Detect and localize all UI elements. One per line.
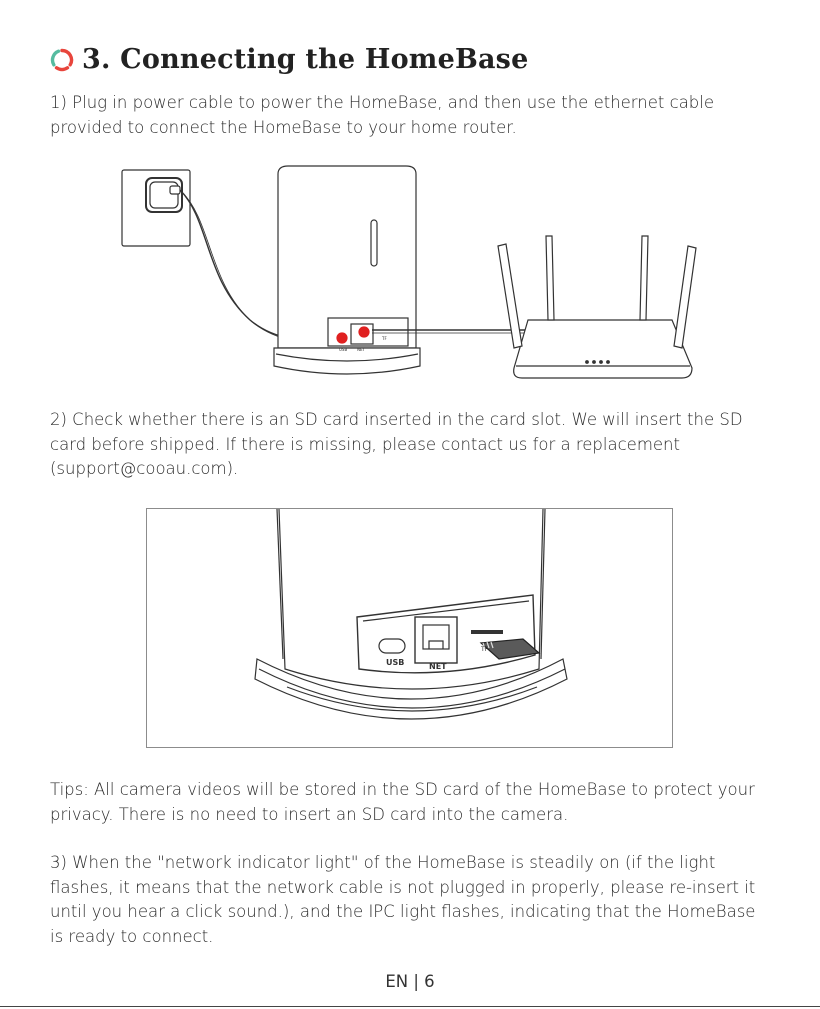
fig1-net-label: NET xyxy=(357,347,365,352)
router-device xyxy=(498,236,696,378)
step-2-text: 2) Check whether there is an SD card inserted in the card slot. We will insert the SD card before shipped. If there is missing, please contact us for a replacement (support@cooau.com). xyxy=(50,410,743,478)
wall-outlet xyxy=(122,170,190,246)
section-heading xyxy=(50,44,528,75)
fig2-net-label: NET xyxy=(429,662,447,671)
homebase-device xyxy=(274,166,420,374)
sd-card-figure xyxy=(146,508,673,748)
page-number: EN | 6 xyxy=(385,972,435,991)
footer-divider xyxy=(0,1006,820,1007)
section-title: 3. Connecting the HomeBase xyxy=(82,44,529,75)
step-1-text: 1) Plug in power cable to power the HomeBase, and then use the ethernet cable provided to connect the HomeBase to your home router. xyxy=(50,93,715,137)
ring-icon xyxy=(50,48,74,72)
fig2-usb-label: USB xyxy=(386,658,405,667)
tips-text: Tips: All camera videos will be stored in the SD card of the HomeBase to protect your privacy. There is no need to insert an SD card into the camera. xyxy=(50,780,755,824)
fig1-tf-label: TF xyxy=(382,336,387,341)
fig1-usb-label: USB xyxy=(339,347,348,352)
connection-diagram xyxy=(110,160,710,390)
step-3-text: 3) When the "network indicator light" of the HomeBase is steadily on (if the light flashes, it means that the network cable is not plugged in properly, please re-insert it until you hear a click sound.), and the IPC light flashes, indicating that the HomeBase is ready to connect. xyxy=(50,853,756,946)
fig2-tf-label: TF xyxy=(481,646,489,653)
